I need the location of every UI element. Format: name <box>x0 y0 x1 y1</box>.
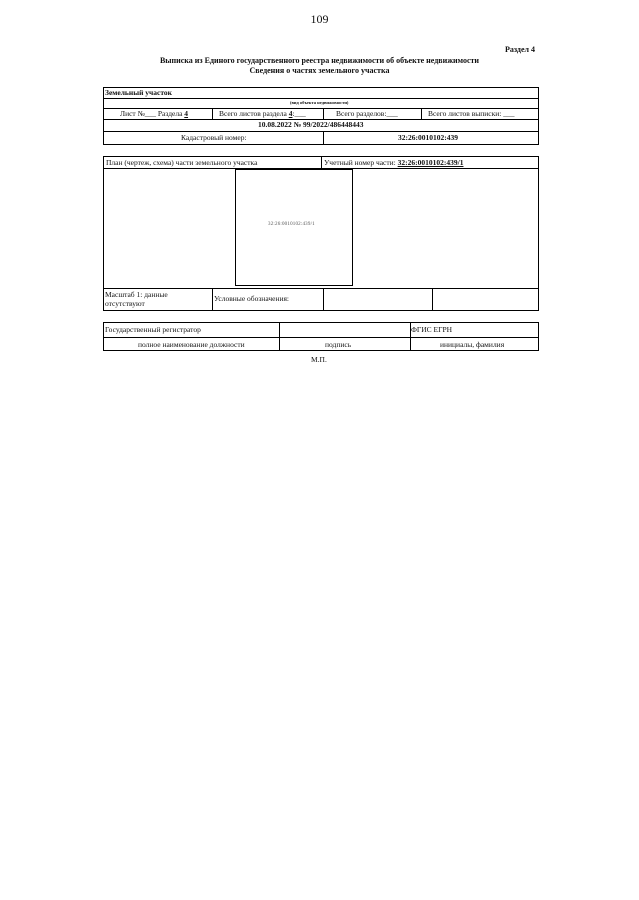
caption-position: полное наименование должности <box>138 340 245 349</box>
document-title: Выписка из Единого государственного реестра недвижимости об объекте недвижимости <box>159 56 480 65</box>
caption-name: инициалы, фамилия <box>440 340 505 349</box>
header-table <box>103 87 539 145</box>
total-section-sheets-value: 4 <box>288 109 293 118</box>
total-extract-sheets-value: ___ <box>503 109 515 118</box>
legend-label: Условные обозначения: <box>214 294 290 303</box>
total-section-sheets-after: :___ <box>292 109 306 118</box>
sheet-number-field <box>120 110 188 118</box>
object-type-caption: (вид объекта недвижимости) <box>290 100 349 105</box>
account-number: 32:26:0010102:439/1 <box>397 158 464 167</box>
section-number-value: 4 <box>184 109 189 118</box>
document-subtitle: Сведения о частях земельного участка <box>249 66 390 75</box>
scale-label: Масштаб 1: данные отсутствуют <box>105 290 168 309</box>
total-section-sheets-label: Всего листов раздела <box>219 109 287 118</box>
plan-table <box>103 156 539 311</box>
account-number-label: Учетный номер части: <box>324 158 396 167</box>
caption-signature: подпись <box>325 340 352 349</box>
signature-table <box>103 322 539 351</box>
registrar-position: Государственный регистратор <box>105 325 201 334</box>
cadastral-number-label: Кадастровый номер: <box>181 133 247 142</box>
plan-image-label: 32:26:0010102:439/1 <box>268 222 315 227</box>
total-sections-value: ___ <box>386 109 398 118</box>
total-sections-field <box>336 110 398 118</box>
date-and-number: 10.08.2022 № 99/2022/486448443 <box>258 120 364 129</box>
page-number: 109 <box>310 12 329 26</box>
total-section-sheets-field <box>219 110 306 118</box>
section-label: Раздел 4 <box>504 45 535 54</box>
cadastral-number: 32:26:0010102:439 <box>398 133 458 142</box>
sheet-number-label: Лист № <box>120 109 145 118</box>
stamp-place: М.П. <box>311 355 327 364</box>
total-extract-sheets-label: Всего листов выписки: <box>428 109 502 118</box>
section-number-label: Раздела <box>157 109 183 118</box>
total-sections-label: Всего разделов: <box>336 109 387 118</box>
total-extract-sheets-field <box>428 110 515 118</box>
plan-image <box>235 169 353 286</box>
plan-label: План (чертеж, схема) части земельного участка <box>106 158 258 167</box>
object-type: Земельный участок <box>105 88 172 97</box>
registrar-org: ФГИС ЕГРН <box>411 325 453 334</box>
sheet-number-value: ___ <box>144 109 156 118</box>
account-number-field <box>324 159 463 167</box>
